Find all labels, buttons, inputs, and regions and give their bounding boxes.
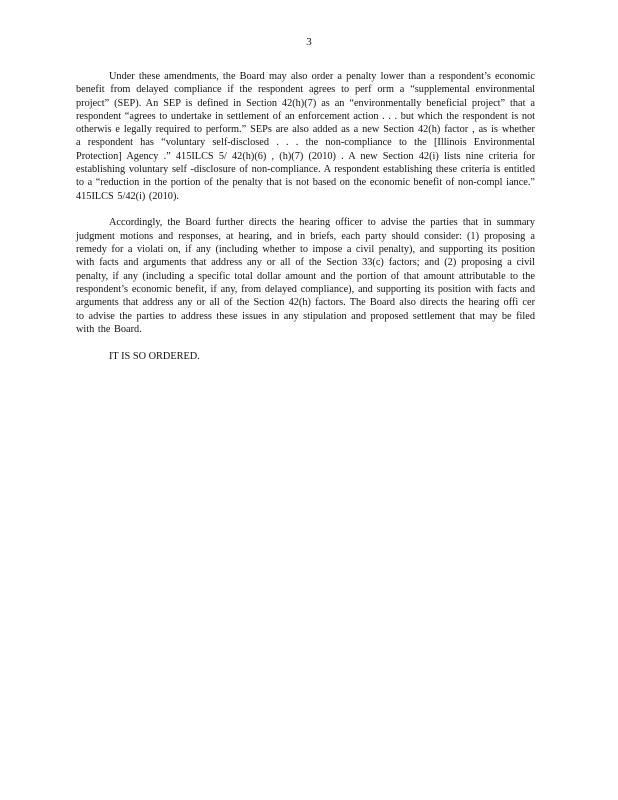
document-body (76, 70, 535, 363)
page-number: 3 (306, 36, 312, 48)
paragraph-hearing-directions: Accordingly, the Board further directs the hearing officer to advise the parties that in summary judgment motions and responses, at hearing, and in briefs, each party should consider: (1) proposing a remedy for a violati on, if any (including whether to impose a civil penalty), and supporting its position with facts and arguments that address any or all of the Section 33(c) factors; and (2) proposing a civil penalty, if any (including a specific total dollar amount and the portion of that amount attributable to the respondent’s economic benefit, if any, from delayed compliance), and supporting its position with facts and arguments that address any or all of the Section 42(h) factors. The Board also directs the hearing offi cer to advise the parties to address these issues in any stipulation and proposed settlement that may be filed with the Board. (76, 217, 535, 335)
closing-order: IT IS SO ORDERED. (109, 350, 200, 362)
paragraph-amendments: Under these amendments, the Board may also order a penalty lower than a respondent’s economic benefit from delayed compliance if the respondent agrees to perf orm a “supplemental environmental project” (SEP). An SEP is defined in Section 42(h)(7) as an “environmentally beneficial project” that a respondent “agrees to undertake in settlement of an enforcement action . . . but which the respondent is not otherwis e legally required to perform.” SEPs are also added as a new Section 42(h) factor , as is whether a respondent has “voluntary self-disclosed . . . the non-compliance to the [Illinois Environmental Protection] Agency .” 415ILCS 5/ 42(h)(6) , (h)(7) (2010) . A new Section 42(i) lists nine criteria for establishing voluntary self -disclosure of non-compliance. A respondent establishing these criteria is entitled to a “reduction in the portion of the penalty that is not based on the economic benefit of non-compl iance.” 415ILCS 5/42(i) (2010). (76, 71, 535, 202)
